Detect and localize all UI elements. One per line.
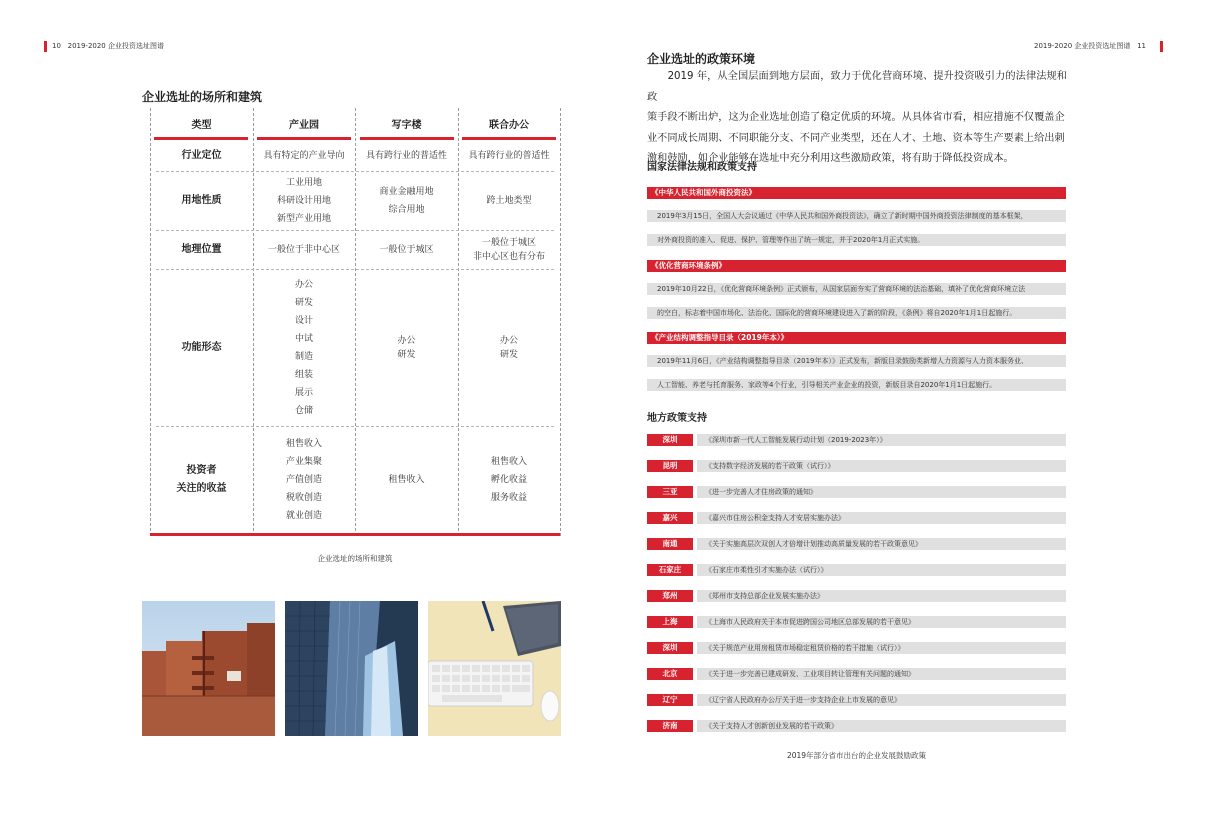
left-table-caption: 企业选址的场所和建筑 [317,554,393,563]
table-cell: 商业金融用地 综合用地 [379,186,434,215]
policy-name: 《辽宁省人民政府办公厅关于进一步支持企业上市发展的意见》 [697,694,1066,706]
local-policy-row [647,434,1066,446]
right-section-title: 企业选址的政策环境 [647,52,756,66]
local-policy-row [647,642,1066,654]
local-policy-row [647,668,1066,680]
law-description-line: 的空白，标志着中国市场化、法治化、国际化的营商环境建设进入了新的阶段，《条例》将自2020年1月1日起施行。 [647,307,1066,319]
local-policy-row [647,486,1066,498]
table-cell: 租售收入 孵化收益 服务收益 [490,456,527,503]
table-cell: 办公 研发 设计 中试 制造 组装 展示 仓储 [294,279,313,416]
city-badge: 南通 [647,538,693,550]
table-cell: 具有跨行业的普适性 [365,150,447,161]
table-cell: 一般位于非中心区 [267,244,340,255]
local-policy-row [647,564,1066,576]
table-cell: 一般位于城区 [379,244,434,255]
table-cell: 一般位于城区 非中心区也有分布 [472,237,545,262]
policy-name: 《石家庄市柔性引才实施办法（试行）》 [697,564,1066,576]
policy-name: 《进一步完善人才住房政策的通知》 [697,486,1066,498]
city-badge: 三亚 [647,486,693,498]
table-row-label: 投资者 关注的收益 [176,464,227,494]
table-header-type: 类型 [191,120,212,131]
local-policy-row [647,720,1066,732]
venue-comparison-table [150,108,560,536]
city-badge: 北京 [647,668,693,680]
header-right-text: 2019-2020 企业投资选址图谱 [1034,42,1131,50]
law-description-line: 2019年10月22日，《优化营商环境条例》正式颁布，从国家层面夯实了营商环境的法治基础，填补了优化营商环境立法 [647,283,1066,295]
table-cell: 租售收入 [388,474,425,485]
law-title: 《中华人民共和国外商投资法》 [647,187,1066,199]
policy-name: 《上海市人民政府关于本市促进跨国公司地区总部发展的若干意见》 [697,616,1066,628]
city-badge: 深圳 [647,434,693,446]
law-description-line: 对外商投资的准入、促进、保护、管理等作出了统一规定，并于2020年1月正式实施。 [647,234,1066,246]
city-badge: 深圳 [647,642,693,654]
city-badge: 昆明 [647,460,693,472]
city-badge: 石家庄 [647,564,693,576]
local-policy-row [647,460,1066,472]
policy-name: 《关于支持人才创新创业发展的若干政策》 [697,720,1066,732]
table-row-label: 地理位置 [181,243,222,255]
policy-name: 《嘉兴市住房公积金支持人才安居实施办法》 [697,512,1066,524]
city-badge: 郑州 [647,590,693,602]
policy-intro-paragraph: 2019 年，从全国层面到地方层面，致力于优化营商环境、提升投资吸引力的法律法规和政 策手段不断出炉，这为企业选址创造了稳定优质的环境。从具体省市看，相应措施不仅覆盖企 业不同成长周期、不同职能分支、不同产业类型，还在人才、土地、资本等生产要素上给出刺 激和鼓励，如企业能够在选址中充分利用这些激励政策，将有助于降低投资成本。 [647,71,1067,164]
local-policy-row [647,512,1066,524]
city-badge: 上海 [647,616,693,628]
red-brick-building-photo [142,601,275,736]
table-cell: 工业用地 科研设计用地 新型产业用地 [276,177,331,224]
table-cell: 租售收入 产业集聚 产值创造 税收创造 就业创造 [285,438,322,521]
table-cell: 办公 研发 [397,335,416,360]
table-cell: 办公 研发 [499,335,518,360]
law-title: 《产业结构调整指导目录（2019年本）》 [647,332,1066,344]
law-title: 《优化营商环境条例》 [647,260,1066,272]
table-row-label: 行业定位 [181,149,222,161]
local-policy-row [647,616,1066,628]
city-badge: 济南 [647,720,693,732]
table-header-industrial-park: 产业园 [289,120,319,131]
page-number-left: 10 [52,42,61,50]
header-left [52,41,164,51]
policy-name: 《深圳市新一代人工智能发展行动计划（2019-2023年）》 [697,434,1066,446]
policy-name: 《关于进一步完善已建成研发、工业项目转让管理有关问题的通知》 [697,668,1066,680]
policy-name: 《关于实施高层次双创人才倍增计划推动高质量发展的若干政策意见》 [697,538,1066,550]
table-cell: 具有特定的产业导向 [263,150,345,161]
policy-name: 《支持数字经济发展的若干政策（试行）》 [697,460,1066,472]
local-policy-row [647,538,1066,550]
keyboard-desk-photo [428,601,561,736]
city-badge: 嘉兴 [647,512,693,524]
table-cell: 具有跨行业的普适性 [468,150,550,161]
law-description-line: 2019年11月6日，《产业结构调整指导目录（2019年本）》正式发布，新版目录鼓励类新增人力资源与人力资本服务业、 [647,355,1066,367]
header-right-bar [1160,41,1163,52]
table-header-office-building: 写字楼 [391,120,422,131]
local-policy-title: 地方政策支持 [647,413,707,424]
table-header-coworking: 联合办公 [489,120,529,131]
national-policy-title: 国家法律法规和政策支持 [647,162,757,173]
policy-name: 《关于规范产业用房租赁市场稳定租赁价格的若干措施（试行）》 [697,642,1066,654]
table-cell: 跨土地类型 [486,195,532,206]
law-description-line: 人工智能、养老与托育服务、家政等4个行业，引导相关产业企业的投资，新版目录自2020年1月1日起施行。 [647,379,1066,391]
local-policy-row [647,590,1066,602]
local-policy-row [647,694,1066,706]
right-list-caption: 2019年部分省市出台的企业发展鼓励政策 [786,751,927,760]
header-left-text: 2019-2020 企业投资选址图谱 [67,42,164,50]
left-section-title: 企业选址的场所和建筑 [142,90,263,104]
table-row-label: 功能形态 [181,341,222,353]
header-right [1034,41,1146,51]
page-number-right: 11 [1137,42,1146,50]
city-badge: 辽宁 [647,694,693,706]
table-row-label: 用地性质 [181,194,222,206]
law-description-line: 2019年3月15日，全国人大会议通过《中华人民共和国外商投资法》，确立了新时期中国外商投资法律制度的基本框架， [647,210,1066,222]
policy-name: 《郑州市支持总部企业发展实施办法》 [697,590,1066,602]
glass-skyscraper-photo [285,601,418,736]
header-left-bar [44,41,47,52]
